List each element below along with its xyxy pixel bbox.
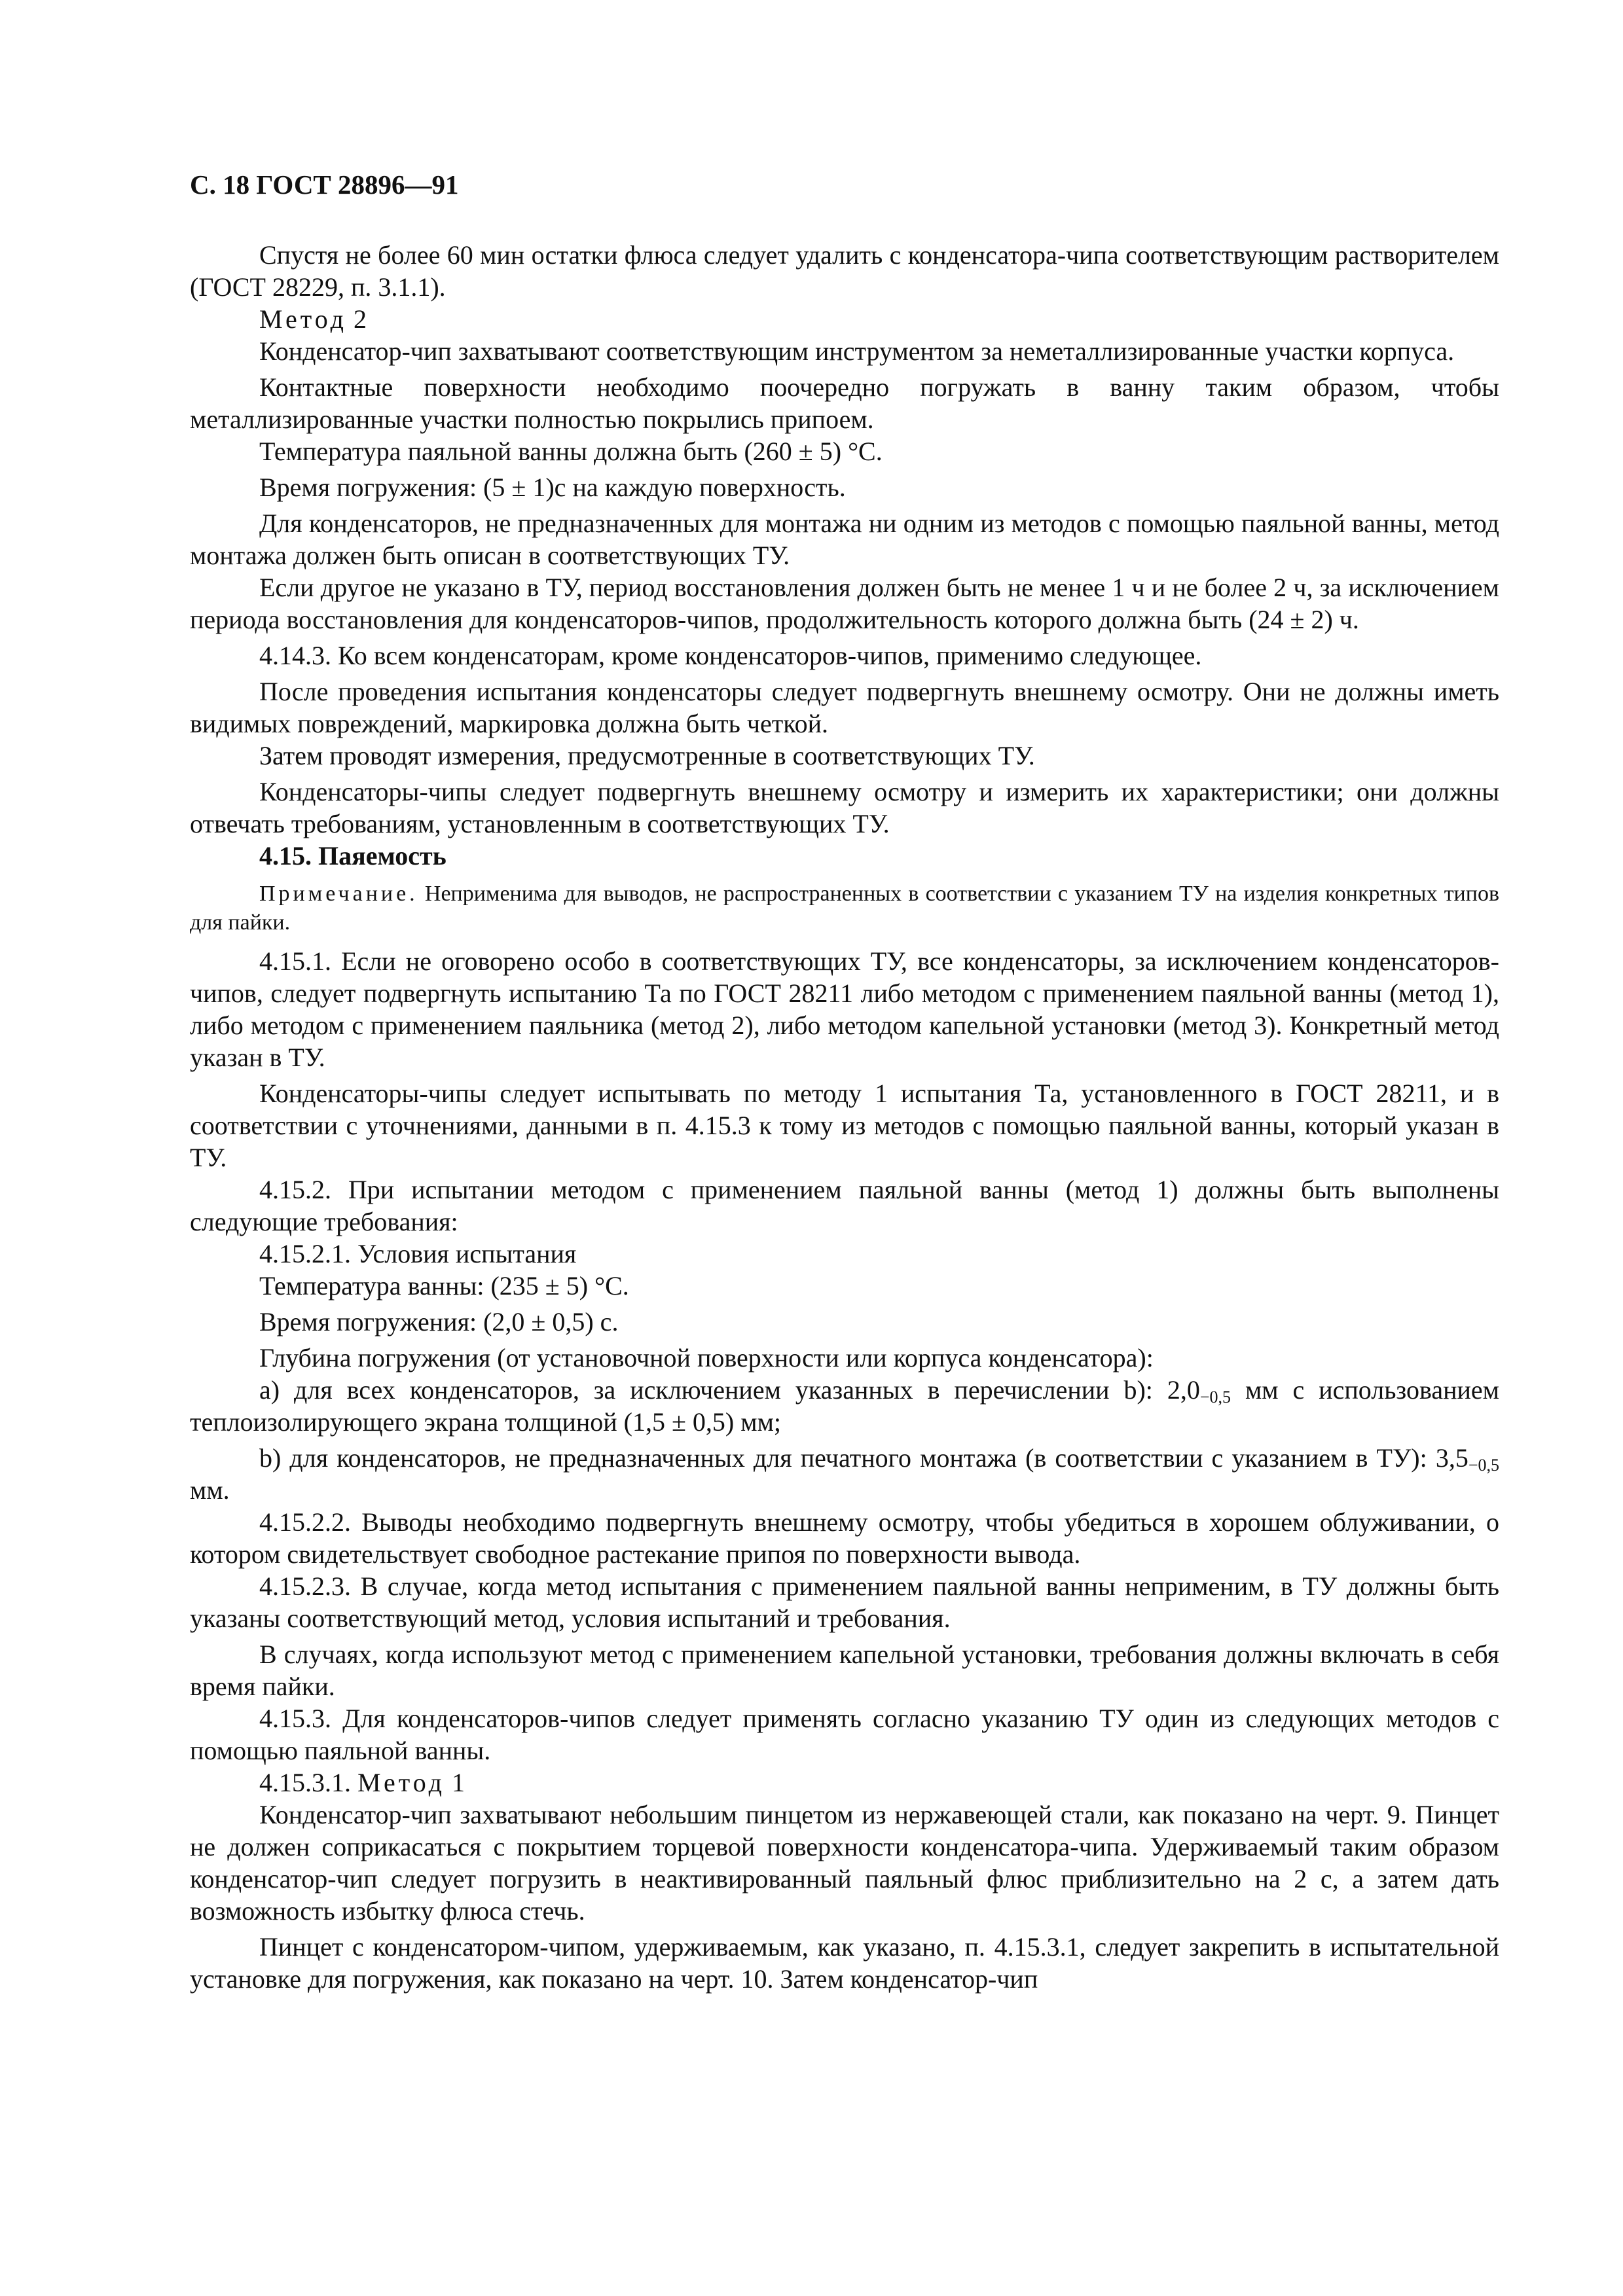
paragraph: 4.15.1. Если не оговорено особо в соответствующих ТУ, все конденсаторы, за исключением конденсаторов-чипов, следует подвергнуть испытанию Та по ГОСТ 28211 либо методом с применением паяльной ванны (метод 1), либо методом с применением паяльника (метод 2), либо методом капельной установки (метод 3). Конкретный метод указан в ТУ. [190, 946, 1499, 1072]
note-text: Неприменима для выводов, не распространенных в соответствии с указанием ТУ на изделия конкретных типов для пайки. [190, 882, 1499, 935]
tolerance-subscript: −0,5 [1468, 1456, 1499, 1475]
paragraph: 4.15.2.1. Условия испытания [259, 1239, 577, 1268]
paragraph: 4.15.2. При испытании методом с применением паяльной ванны (метод 1) должны быть выполнены следующие требования: [190, 1175, 1499, 1236]
paragraph: Конденсатор-чип захватывают соответствующим инструментом за неметаллизированные участки корпуса. [259, 336, 1455, 366]
paragraph: 4.15.3. Для конденсаторов-чипов следует применять согласно указанию ТУ один из следующих методов с помощью паяльной ванны. [190, 1704, 1499, 1765]
paragraph: 4.14.3. Ко всем конденсаторам, кроме конденсаторов-чипов, применимо следующее. [259, 641, 1202, 670]
paragraph: Для конденсаторов, не предназначенных для монтажа ни одним из методов с помощью паяльной ванны, метод монтажа должен быть описан в соответствующих ТУ. [190, 509, 1499, 570]
paragraph: Если другое не указано в ТУ, период восстановления должен быть не менее 1 ч и не более 2 ч, за исключением периода восстановления для конденсаторов-чипов, продолжительность которого должна быть (24 ± 2) ч. [190, 573, 1499, 634]
section-heading: 4.15. Паяемость [259, 841, 447, 870]
paragraph: После проведения испытания конденсаторы следует подвергнуть внешнему осмотру. Они не должны иметь видимых повреждений, маркировка должна быть четкой. [190, 677, 1499, 738]
list-item-text: мм с использованием теплоизолирующего экрана толщиной (1,5 ± 0,5) мм; [190, 1375, 1499, 1437]
method-number: 1 [451, 1768, 465, 1797]
tolerance-subscript: −0,5 [1199, 1388, 1231, 1407]
paragraph: Затем проводят измерения, предусмотренные в соответствующих ТУ. [259, 741, 1035, 770]
paragraph: Спустя не более 60 мин остатки флюса следует удалить с конденсатора-чипа соответствующим растворителем (ГОСТ 28229, п. 3.1.1). [190, 240, 1499, 302]
paragraph: 4.15.2.2. Выводы необходимо подвергнуть внешнему осмотру, чтобы убедиться в хорошем облуживании, о котором свидетельствует свободное растекание припоя по поверхности вывода. [190, 1507, 1499, 1569]
note-label: Примечание. [259, 882, 418, 906]
paragraph: 4.15.2.3. В случае, когда метод испытания с применением паяльной ванны неприменим, в ТУ должны быть указаны соответствующий метод, условия испытаний и требования. [190, 1571, 1499, 1633]
paragraph: Температура ванны: (235 ± 5) °С. [259, 1271, 629, 1300]
list-item-text: b) для конденсаторов, не предназначенных для печатного монтажа (в соответствии с указанием в ТУ): 3,5 [259, 1443, 1468, 1473]
list-item-text: мм. [190, 1475, 230, 1505]
list-item [190, 1374, 1499, 1438]
page-header: С. 18 ГОСТ 28896—91 [190, 170, 459, 200]
paragraph: Конденсаторы-чипы следует испытывать по методу 1 испытания Та, установленного в ГОСТ 28211, и в соответствии с уточнениями, данными в п. 4.15.3 к тому из методов с помощью паяльной ванны, который указан в ТУ. [190, 1079, 1499, 1172]
paragraph: Пинцет с конденсатором-чипом, удерживаемым, как указано, п. 4.15.3.1, следует закрепить в испытательной установке для погружения, как показано на черт. 10. Затем конденсатор-чип [190, 1932, 1499, 1994]
list-item-text: а) для всех конденсаторов, за исключением указанных в перечислении b): 2,0 [259, 1375, 1200, 1405]
document-page [190, 169, 1499, 1995]
paragraph: В случаях, когда используют метод с применением капельной установки, требования должны включать в себя время пайки. [190, 1640, 1499, 1701]
clause-number: 4.15.3.1. [259, 1768, 357, 1797]
paragraph: Температура паяльной ванны должна быть (260 ± 5) °С. [259, 437, 883, 466]
paragraph: Глубина погружения (от установочной поверхности или корпуса конденсатора): [259, 1343, 1154, 1372]
paragraph: Конденсатор-чип захватывают небольшим пинцетом из нержавеющей стали, как показано на черт. 9. Пинцет не должен соприкасаться с покрытием торцевой поверхности конденсатора-чипа. Удерживаемый таким образом конденсатор-чип следует погрузить в неактивированный паяльный флюс приблизительно на 2 с, а затем дать возможность избытку флюса стечь. [190, 1800, 1499, 1926]
method-label: Метод [357, 1768, 445, 1797]
note [190, 880, 1499, 937]
method-number: 2 [353, 304, 367, 334]
paragraph: Конденсаторы-чипы следует подвергнуть внешнему осмотру и измерить их характеристики; они должны отвечать требованиям, установленным в соответствующих ТУ. [190, 777, 1499, 838]
paragraph: Контактные поверхности необходимо поочередно погружать в ванну таким образом, чтобы металлизированные участки полностью покрылись припоем. [190, 372, 1499, 434]
list-item [190, 1442, 1499, 1506]
paragraph: Время погружения: (5 ± 1)с на каждую поверхность. [259, 473, 846, 502]
paragraph: Время погружения: (2,0 ± 0,5) с. [259, 1307, 619, 1336]
method-heading [190, 1767, 1499, 1799]
method-label: Метод [259, 304, 347, 334]
method-heading [190, 303, 1499, 335]
